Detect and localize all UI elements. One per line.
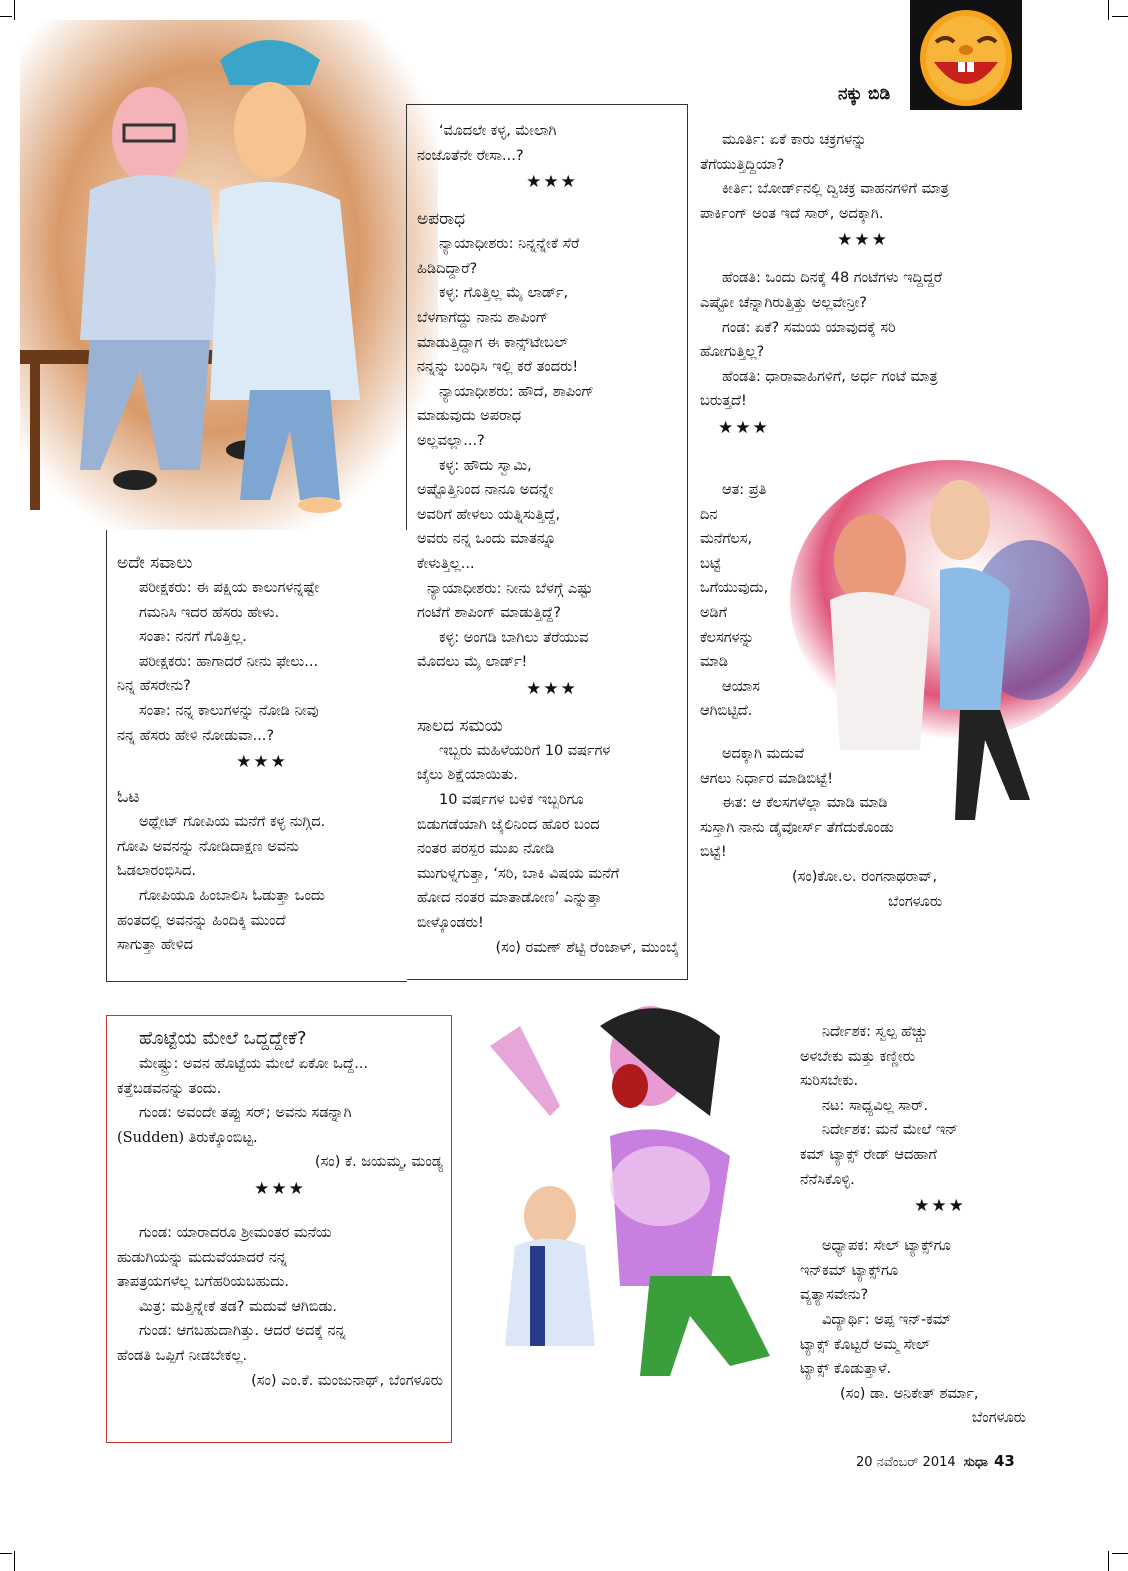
text-line: ಅಧ್ಯಾಪಕ: ಸೇಲ್ ಟ್ಯಾಕ್ಸ್‌ಗೂ [822, 1238, 951, 1255]
text-line: ಇಬ್ಬರು ಮಹಿಳೆಯರಿಗೆ 10 ವರ್ಷಗಳ [439, 742, 611, 759]
article-heading: ಸಾಲದ ಸಮಯ [417, 715, 503, 736]
text-line: ಹಿಡಿದಿದ್ದಾರೆ? [417, 260, 478, 277]
text-line: ಪರೀಕ್ಷಕರು: ಹಾಗಾದರೆ ನೀನು ಫೇಲು... [139, 653, 319, 670]
credit-line: (ಸಂ) ಎಂ.ಕೆ. ಮಂಜುನಾಥ್, ಬೆಂಗಳೂರು [251, 1372, 443, 1389]
text-line: ಅಳಬೇಕು ಮತ್ತು ಕಣ್ಣೀರು [800, 1048, 916, 1065]
text-line: ಗೋಪಿ ಅವನನ್ನು ನೋಡಿದಾಕ್ಷಣ ಅವನು [117, 838, 299, 855]
text-line: ಮಾಡುವುದು ಅಪರಾಧ [417, 408, 522, 425]
separator-stars: ★★★ [254, 1178, 306, 1199]
text-line: ಪಾರ್ಕಿಂಗ್ ಅಂತ ಇದೆ ಸಾರ್, ಅದಕ್ಕಾಗಿ. [700, 205, 884, 222]
text-line: ಕತ್ತೆಬಡವನನ್ನು ತಂದು. [117, 1080, 222, 1097]
page-number: 43 [993, 1452, 1015, 1470]
text-line: ಹೆಂಡತಿ: ಒಂದು ದಿನಕ್ಕೆ 48 ಗಂಟೆಗಳು ಇದ್ದಿದ್ದರೆ [722, 270, 943, 287]
text-line: ಅವರು ನನ್ನ ಒಂದು ಮಾತನ್ನೂ [417, 531, 557, 548]
text-line: ಎಷ್ಟೋ ಚೆನ್ನಾಗಿರುತ್ತಿತ್ತು ಅಲ್ಲವೇನ್ರೀ? [700, 294, 868, 311]
text-line: ತೆಗೆಯುತ್ತಿದ್ದಿಯಾ? [700, 156, 785, 173]
credit-line: ಬೆಂಗಳೂರು [971, 1410, 1026, 1427]
text-line: ಅಥ್ಲೇಟ್ ಗೋಪಿಯ ಮನೆಗೆ ಕಳ್ಳ ನುಗ್ಗಿದ. [139, 814, 326, 831]
separator-stars: ★★★ [914, 1196, 966, 1217]
text-line: ಗುಂಡ: ಅವಂದೇ ತಪ್ಪು ಸರ್; ಅವನು ಸಡನ್ನಾಗಿ [139, 1105, 352, 1122]
text-line: ಕಮ್ ಟ್ಯಾಕ್ಸ್ ರೇಡ್ ಆದಹಾಗೆ [800, 1146, 937, 1163]
text-line: ಅಲ್ಲವಲ್ಲಾ...? [417, 432, 485, 449]
text-line: ಗೋಪಿಯೂ ಹಿಂಬಾಲಿಸಿ ಓಡುತ್ತಾ ಒಂದು [139, 887, 325, 904]
text-line: ನ್ಯಾಯಾಧೀಶರು: ಹೌದೆ, ಶಾಪಿಂಗ್ [439, 383, 595, 400]
text-line: ಬೀಳ್ಕೊಂಡರು! [417, 915, 484, 932]
crop-mark [0, 1553, 12, 1554]
article-column-left [106, 530, 407, 982]
cartoon-two-men-illustration [20, 20, 438, 530]
text-line: ಬಿಡುಗಡೆಯಾಗಿ ಜೈಲಿನಿಂದ ಹೊರ ಬಂದ [417, 816, 600, 833]
text-line: ಒಗೆಯುವುದು, [700, 580, 769, 597]
text-line: ದಿನ [700, 506, 718, 523]
credit-line: (ಸಂ) ಡಾ. ಅನಿಕೇತ್ ಶರ್ಮಾ, [840, 1385, 979, 1402]
text-line: ಮಾಡಿ [700, 654, 729, 671]
article-heading: ಹೊಟ್ಟೆಯ ಮೇಲೆ ಒದ್ದದ್ದೇಕೆ? [139, 1028, 307, 1049]
text-line: ಹಂತದಲ್ಲಿ ಅವನನ್ನು ಹಿಂದಿಕ್ಕಿ ಮುಂದೆ [117, 912, 286, 929]
text-line: ಮೇಷ್ಟ್ರು: ಅವನ ಹೊಟ್ಟೆಯ ಮೇಲೆ ಏಕೋ ಒದ್ದೆ... [139, 1056, 369, 1072]
text-line: ಆಯಾಸ [722, 678, 760, 695]
text-line: ಜೈಲು ಶಿಕ್ಷೆಯಾಯಿತು. [417, 767, 518, 784]
text-line: ಕೀರ್ತಿ: ಬೋರ್ಡ್‌ನಲ್ಲಿ ದ್ವಿಚಕ್ರ ವಾಹನಗಳಿಗೆ ಮಾತ್ರ [722, 181, 949, 198]
text-line: ಕಳ್ಳ: ಅಂಗಡಿ ಬಾಗಿಲು ತೆರೆಯುವ [439, 629, 589, 646]
credit-line: ಬೆಂಗಳೂರು [888, 893, 943, 910]
credit-line: (ಸಂ) ರಮಣ್ ಶೆಟ್ಟಿ ರೆಂಜಾಳ್, ಮುಂಬೈ [495, 939, 679, 956]
separator-stars: ★★★ [526, 678, 578, 699]
article-column-right [700, 128, 1026, 442]
text-line: ಬೆಳಗಾಗೆದ್ದು ನಾನು ಶಾಪಿಂಗ್ [417, 309, 549, 326]
footer-magazine: ಸುಧಾ [963, 1455, 988, 1470]
text-line: ವ್ಯತ್ಯಾಸವೇನು? [800, 1287, 869, 1304]
text-line: ಕೇಳುತ್ತಿಲ್ಲ... [417, 555, 475, 572]
text-line: ಕೆಲಸಗಳನ್ನು [700, 629, 755, 646]
section-title: ನಕ್ಕು ಬಿಡಿ [838, 84, 891, 104]
text-line: ಮಿತ್ರ: ಮತ್ತಿನ್ನೇಕೆ ತಡ? ಮದುವೆ ಆಗಿಬಿಡು. [139, 1298, 338, 1315]
text-line: ನ್ಯಾಯಾಧೀಶರು: ನೀನು ಬೆಳಗ್ಗೆ ಎಷ್ಟು [427, 580, 593, 597]
text-line: ಈತ: ಆ ಕೆಲಸಗಳೆಲ್ಲಾ ಮಾಡಿ ಮಾಡಿ [722, 795, 888, 812]
text-line: ಅಷ್ಟೊತ್ತಿನಿಂದ ನಾನೂ ಅದನ್ನೇ [417, 482, 554, 499]
text-line: ನಿನ್ನ ಹೆಸರೇನು? [117, 678, 191, 695]
text-line: ಹೆಂಡತಿ: ಧಾರಾವಾಹಿಗಳಿಗೆ, ಅರ್ಧ ಗಂಟೆ ಮಾತ್ರ [722, 368, 938, 385]
text-line: ನನ್ನ ಹೆಸರು ಹೇಳಿ ನೋಡುವಾ...? [117, 727, 275, 744]
credit-line: (ಸಂ) ಕೆ. ಜಯಮ್ಮ, ಮಂಡ್ಯ [314, 1154, 443, 1171]
cartoon-crying-actress-illustration [460, 996, 792, 1388]
text-line: ನೆನೆಸಿಕೊಳ್ಳಿ. [800, 1171, 855, 1188]
article-column-bottom-right [800, 1020, 1026, 1431]
text-line: ‘ಮೊದಲೇ ಕಳ್ಳ, ಮೇಲಾಗಿ [439, 123, 557, 139]
text-line: ಗಂಟೆಗೆ ಶಾಪಿಂಗ್ ಮಾಡುತ್ತಿದ್ದೆ? [417, 605, 561, 622]
text-line: ಟ್ಯಾಕ್ಸ್ ಕೊಟ್ಟರೆ ಅಮ್ಮ ಸೇಲ್ [800, 1336, 931, 1353]
footer-date: 20 ನವೆಂಬರ್ 2014 [856, 1455, 956, 1470]
text-line: ಮೊದಲು ಮೈ ಲಾರ್ಡ್! [417, 654, 528, 671]
text-line: ಬಟ್ಟೆ [700, 555, 721, 572]
text-line: ಸಂತಾ: ನನಗೆ ಗೊತ್ತಿಲ್ಲ. [139, 629, 247, 646]
text-line: (Sudden) ತಿರುಕ್ಕೊಂಬಿಟ್ಟ. [117, 1129, 258, 1146]
article-column-right-cont [700, 742, 1026, 914]
separator-stars: ★★★ [236, 752, 288, 773]
article-heading: ಓಟ [117, 787, 140, 808]
page-footer [856, 1452, 1015, 1470]
text-line: ಅದಕ್ಕಾಗಿ ಮದುವೆ [722, 746, 805, 762]
crop-mark [1108, 0, 1109, 20]
text-line: ಹುಡುಗಿಯನ್ನು ಮದುವೆಯಾದರೆ ನನ್ನ [117, 1249, 287, 1266]
text-line: ಸುಸ್ತಾಗಿ ನಾನು ಡೈವೋರ್ಸ್ ತೆಗೆದುಕೊಂಡು [700, 819, 894, 836]
text-line: ಮನೆಗೆಲಸ, [700, 531, 753, 548]
text-line: ಕಳ್ಳ: ಗೊತ್ತಿಲ್ಲ ಮೈ ಲಾರ್ಡ್, [439, 285, 569, 302]
crop-mark [1112, 16, 1128, 17]
text-line: ಅವರಿಗೆ ಹೇಳಲು ಯತ್ನಿಸುತ್ತಿದ್ದೆ, [417, 506, 561, 523]
text-line: 10 ವರ್ಷಗಳ ಬಳಿಕ ಇಬ್ಬರಿಗೂ [439, 792, 584, 809]
text-line: ಬಿಟ್ಟೆ! [700, 844, 727, 861]
article-column-middle [406, 104, 688, 980]
text-line: ನಟ: ಸಾಧ್ಯವಿಲ್ಲ ಸಾರ್. [822, 1097, 929, 1114]
text-line: ತಾಪತ್ರಯಗಳೆಲ್ಲ ಬಗೆಹರಿಯಬಹುದು. [117, 1274, 290, 1291]
crop-mark [1108, 1551, 1109, 1571]
article-heading: ಅಪರಾಧ [417, 209, 466, 230]
text-line: ಪರೀಕ್ಷಕರು: ಈ ಪಕ್ಷಿಯ ಕಾಲುಗಳನ್ನಷ್ಟೇ [139, 580, 319, 596]
text-line: ನಂಜೊತೆನೇ ರೇಸಾ...? [417, 147, 524, 164]
article-redbox [106, 1015, 452, 1443]
text-line: ಗುಂಡ: ಯಾರಾದರೂ ಶ್ರೀಮಂತರ ಮನೆಯ [139, 1224, 332, 1241]
text-line: ಹೋಗುತ್ತಿಲ್ಲ? [700, 344, 765, 361]
text-line: ಹೆಂಡತಿ ಒಪ್ಪಿಗೆ ನೀಡಬೇಕಲ್ಲ. [117, 1347, 248, 1364]
text-line: ಗಂಡ: ಏಕೆ? ಸಮಯ ಯಾವುದಕ್ಕೆ ಸರಿ [722, 319, 896, 336]
text-line: ಮೂರ್ತಿ: ಏಕೆ ಕಾರು ಚಕ್ರಗಳನ್ನು [722, 132, 867, 148]
text-line: ವಿದ್ಯಾರ್ಥಿ: ಅಪ್ಪ ಇನ್-ಕಮ್ [822, 1311, 952, 1328]
article-heading: ಅದೇ ಸವಾಲು [117, 553, 193, 573]
text-line: ಅಡಿಗೆ [700, 604, 728, 621]
text-line: ಕಳ್ಳ: ಹೌದು ಸ್ವಾಮಿ, [439, 457, 532, 474]
article-narrow-column [700, 478, 792, 724]
separator-stars: ★★★ [837, 230, 889, 251]
text-line: ಸಂತಾ: ನನ್ನ ಕಾಲುಗಳನ್ನು ನೋಡಿ ನೀವು [139, 702, 319, 719]
text-line: ಸುರಿಸಬೇಕು. [800, 1073, 859, 1090]
text-line: ನ್ಯಾಯಾಧೀಶರು: ನಿನ್ನನ್ನೇಕೆ ಸೆರೆ [439, 236, 580, 253]
text-line: ಗುಂಡ: ಆಗಬಹುದಾಗಿತ್ತು. ಆದರೆ ಅದಕ್ಕೆ ನನ್ನ [139, 1323, 346, 1340]
separator-stars: ★★★ [526, 172, 578, 193]
crop-mark [14, 1551, 15, 1571]
text-line: ನಿರ್ದೇಶಕ: ಸ್ವಲ್ಪ ಹೆಚ್ಚು [822, 1024, 928, 1040]
text-line: ನಂತರ ಪರಸ್ಪರ ಮುಖ ನೋಡಿ [417, 841, 555, 858]
crop-mark [1112, 1553, 1128, 1554]
text-line: ಟ್ಯಾಕ್ಸ್ ಕೊಡುತ್ತಾಳೆ. [800, 1361, 892, 1378]
text-line: ಹೋದ ನಂತರ ಮಾತಾಡೋಣ’ ಎನ್ನುತ್ತಾ [417, 890, 602, 907]
crop-mark [14, 0, 15, 20]
text-line: ಮುಗುಳ್ನಗುತ್ತಾ, ‘ಸರಿ, ಬಾಕಿ ವಿಷಯ ಮನೆಗೆ [417, 865, 620, 882]
text-line: ಓಡಲಾರಂಭಿಸಿದ. [117, 863, 197, 880]
crop-mark [0, 16, 12, 17]
text-line: ಸಾಗುತ್ತಾ ಹೇಳಿದ [117, 937, 193, 954]
text-line: ನಿರ್ದೇಶಕ: ಮನೆ ಮೇಲೆ ಇನ್ [822, 1122, 959, 1139]
text-line: ಗಮನಿಸಿ ಇದರ ಹೆಸರು ಹೇಳು. [139, 604, 280, 621]
text-line: ಬರುತ್ತದೆ! [700, 393, 747, 410]
text-line: ಆತ: ಪ್ರತಿ [722, 482, 767, 498]
text-line: ಮಾಡುತ್ತಿದ್ದಾಗ ಈ ಕಾನ್ಸ್‌ಟೇಬಲ್ [417, 334, 569, 351]
text-line: ಆಗಿಬಿಟ್ಟಿದೆ. [700, 703, 753, 720]
credit-line: (ಸಂ)ಕೋ.ಲ. ರಂಗನಾಥರಾವ್, [792, 868, 938, 885]
text-line: ಇನ್‌ಕಮ್ ಟ್ಯಾಕ್ಸ್‌ಗೂ [800, 1262, 899, 1279]
text-line: ಆಗಲು ನಿರ್ಧಾರ ಮಾಡಿಬಿಟ್ಟೆ! [700, 770, 834, 787]
text-line: ನನ್ನನ್ನು ಬಂಧಿಸಿ ಇಲ್ಲಿ ಕರೆ ತಂದರು! [417, 359, 579, 376]
laughing-face-icon [910, 0, 1022, 110]
separator-stars: ★★★ [718, 417, 770, 438]
